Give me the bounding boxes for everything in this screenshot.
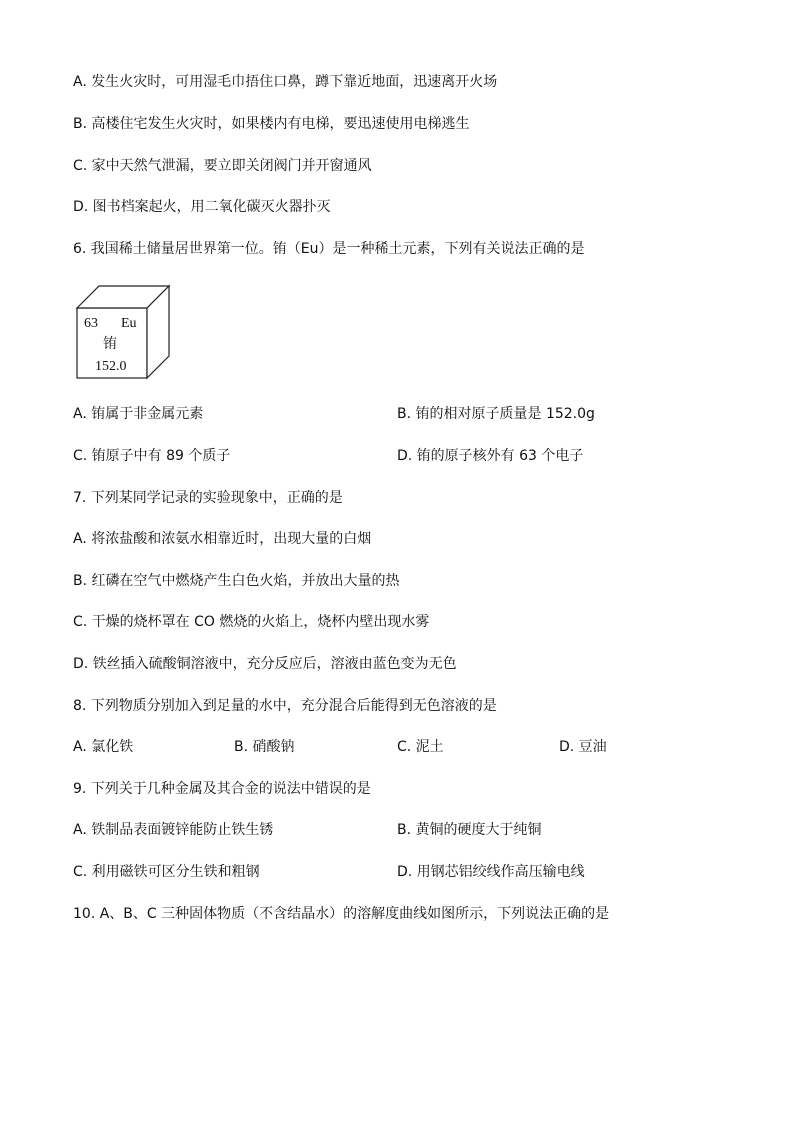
- q7-option-b: B. 红磷在空气中燃烧产生白色火焰，并放出大量的热: [73, 573, 400, 589]
- q7-option-c: C. 干燥的烧杯罩在 CO 燃烧的火焰上，烧杯内壁出现水雾: [73, 614, 430, 630]
- q7-option-a: A. 将浓盐酸和浓氨水相靠近时，出现大量的白烟: [73, 531, 372, 547]
- element-atomic-number: 63: [84, 316, 98, 331]
- q8-stem: 8. 下列物质分别加入到足量的水中，充分混合后能得到无色溶液的是: [73, 698, 497, 714]
- q5-option-a: A. 发生火灾时，可用湿毛巾捂住口鼻，蹲下靠近地面，迅速离开火场: [73, 74, 498, 90]
- q8-option-b: B. 硝酸钠: [234, 739, 295, 755]
- q8-option-a: A. 氯化铁: [73, 739, 134, 755]
- q8-option-d: D. 豆油: [559, 739, 607, 755]
- q6-option-c: C. 铕原子中有 89 个质子: [73, 448, 231, 464]
- q7-stem: 7. 下列某同学记录的实验现象中，正确的是: [73, 490, 343, 506]
- q5-option-c: C. 家中天然气泄漏，要立即关闭阀门并开窗通风: [73, 158, 372, 174]
- element-name: 铕: [103, 337, 117, 352]
- q9-option-a: A. 铁制品表面镀锌能防止铁生锈: [73, 822, 274, 838]
- q5-option-d: D. 图书档案起火，用二氧化碳灭火器扑灭: [73, 199, 331, 215]
- q9-option-c: C. 利用磁铁可区分生铁和粗钢: [73, 864, 260, 880]
- q8-option-c: C. 泥土: [397, 739, 444, 755]
- element-symbol: Eu: [121, 316, 137, 331]
- q9-stem: 9. 下列关于几种金属及其合金的说法中错误的是: [73, 781, 371, 797]
- q5-option-b: B. 高楼住宅发生火灾时，如果楼内有电梯，要迅速使用电梯逃生: [73, 116, 470, 132]
- q10-stem: 10. A、B、C 三种固体物质（不含结晶水）的溶解度曲线如图所示，下列说法正确的是: [73, 906, 610, 922]
- q9-option-b: B. 黄铜的硬度大于纯铜: [397, 822, 542, 838]
- q7-option-d: D. 铁丝插入硫酸铜溶液中，充分反应后，溶液由蓝色变为无色: [73, 656, 457, 672]
- q6-option-d: D. 铕的原子核外有 63 个电子: [397, 448, 584, 464]
- q9-option-d: D. 用钢芯铝绞线作高压输电线: [397, 864, 585, 880]
- q6-option-a: A. 铕属于非金属元素: [73, 406, 204, 422]
- element-mass: 152.0: [95, 359, 127, 374]
- element-tile-europium: [74, 284, 174, 384]
- q6-option-b: B. 铕的相对原子质量是 152.0g: [397, 406, 595, 422]
- q6-stem: 6. 我国稀土储量居世界第一位。铕（Eu）是一种稀土元素，下列有关说法正确的是: [73, 241, 585, 257]
